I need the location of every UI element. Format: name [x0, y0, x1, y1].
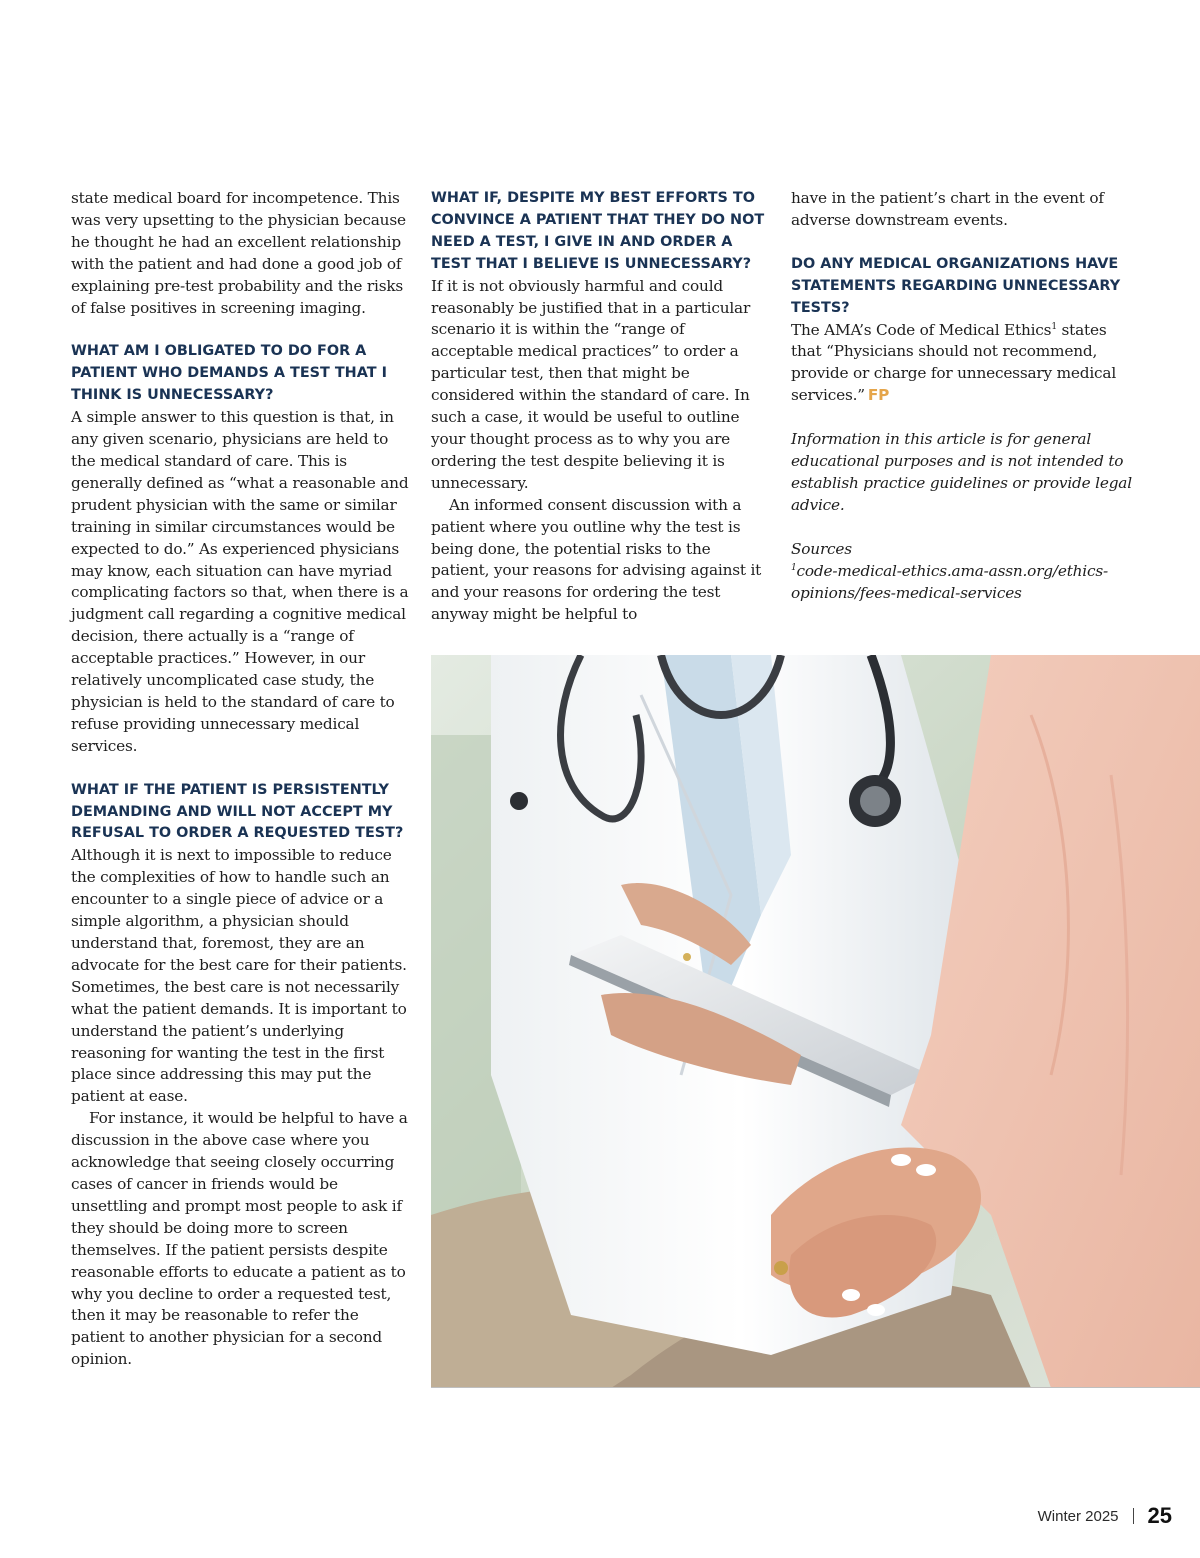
footnote-marker: 1 [791, 562, 797, 573]
body-paragraph [791, 320, 1136, 408]
article-column-2 [431, 188, 771, 626]
quote-text: states that “Physicians should not recommend, provide or charge for unnecessary medical services.” [791, 320, 1117, 405]
doctor-patient-photo [431, 655, 1200, 1388]
sources-label: Sources [791, 539, 852, 558]
body-paragraph: state medical board for incompetence. This was very upsetting to the physician because he thought he had an excellent relationship with the patient and had done a good job of explaining pre-test probability and the risks of false positives in screening imaging. [71, 189, 406, 317]
page-number: 25 [1147, 1503, 1172, 1528]
end-of-article-mark: FP [867, 386, 890, 405]
footer-divider [1133, 1508, 1134, 1524]
section-heading: WHAT IF THE PATIENT IS PERSISTENTLY DEMANDING AND WILL NOT ACCEPT MY REFUSAL TO ORDER A REQUESTED TEST? [71, 781, 404, 842]
article-column-3 [791, 188, 1136, 605]
body-paragraph: An informed consent discussion with a patient where you outline why the test is being done, the potential risks to the patient, your reasons for advising against it and your reasons for ordering the test anyway might be helpful to [431, 495, 762, 624]
issue-label: Winter 2025 [1037, 1507, 1119, 1525]
section-heading: DO ANY MEDICAL ORGANIZATIONS HAVE STATEMENTS REGARDING UNNECESSARY TESTS? [791, 255, 1121, 316]
body-paragraph: have in the patient’s chart in the event of adverse downstream events. [791, 189, 1104, 229]
page-footer [1038, 1502, 1172, 1530]
article-column-1 [71, 188, 413, 1371]
body-paragraph: A simple answer to this question is that, in any given scenario, physicians are held to the medical standard of care. This is generally defined as “what a reasonable and prudent physician with the same or similar training in similar circumstances would be expected to do.” As experienced physicians may know, each situation can have myriad complicating factors so that, when there is a judgment call regarding a cognitive medical decision, there actually is a “range of acceptable practices.” However, in our relatively uncomplicated case study, the physician is held to the standard of care to refuse providing unnecessary medical services. [71, 408, 409, 755]
section-heading: WHAT AM I OBLIGATED TO DO FOR A PATIENT WHO DEMANDS A TEST THAT I THINK IS UNNECESSARY? [71, 343, 387, 404]
section-heading: WHAT IF, DESPITE MY BEST EFFORTS TO CONVINCE A PATIENT THAT THEY DO NOT NEED A TEST, I GIVE IN AND ORDER A TEST THAT I BELIEVE IS UNNECESSARY? [431, 190, 765, 272]
body-paragraph: Although it is next to impossible to reduce the complexities of how to handle such an encounter to a single piece of advice or a simple algorithm, a physician should understand that, foremost, they are an advocate for the best care for their patients. Sometimes, the best care is not necessarily what the patient demands. It is important to understand the patient’s underlying reasoning for wanting the test in the first place since addressing this may put the patient at ease. [71, 846, 407, 1106]
body-paragraph: If it is not obviously harmful and could reasonably be justified that in a particular scenario it is within the “range of acceptable medical practices” to order a particular test, then that might be considered within the standard of care. In such a case, it would be useful to outline your thought process as to why you are ordering the test despite believing it is unnecessary. [431, 276, 751, 492]
citation-text: The AMA’s Code of Medical Ethics [791, 320, 1052, 339]
disclaimer: Information in this article is for general educational purposes and is not intended to establish practice guidelines or provide legal advice. [791, 430, 1132, 514]
body-paragraph: For instance, it would be helpful to have a discussion in the above case where you acknowledge that seeing closely occurring cases of cancer in friends would be unsettling and prompt most people to ask if they should be doing more to screen themselves. If the patient persists despite reasonable efforts to educate a patient as to why you decline to order a requested test, then it may be reasonable to refer the patient to another physician for a second opinion. [71, 1109, 408, 1369]
footnote-marker: 1 [1051, 321, 1057, 332]
source-url: code-medical-ethics.ama-assn.org/ethics-opinions/fees-medical-services [791, 561, 1108, 602]
photo-illustration [431, 655, 1200, 1388]
source-entry [791, 561, 1136, 605]
